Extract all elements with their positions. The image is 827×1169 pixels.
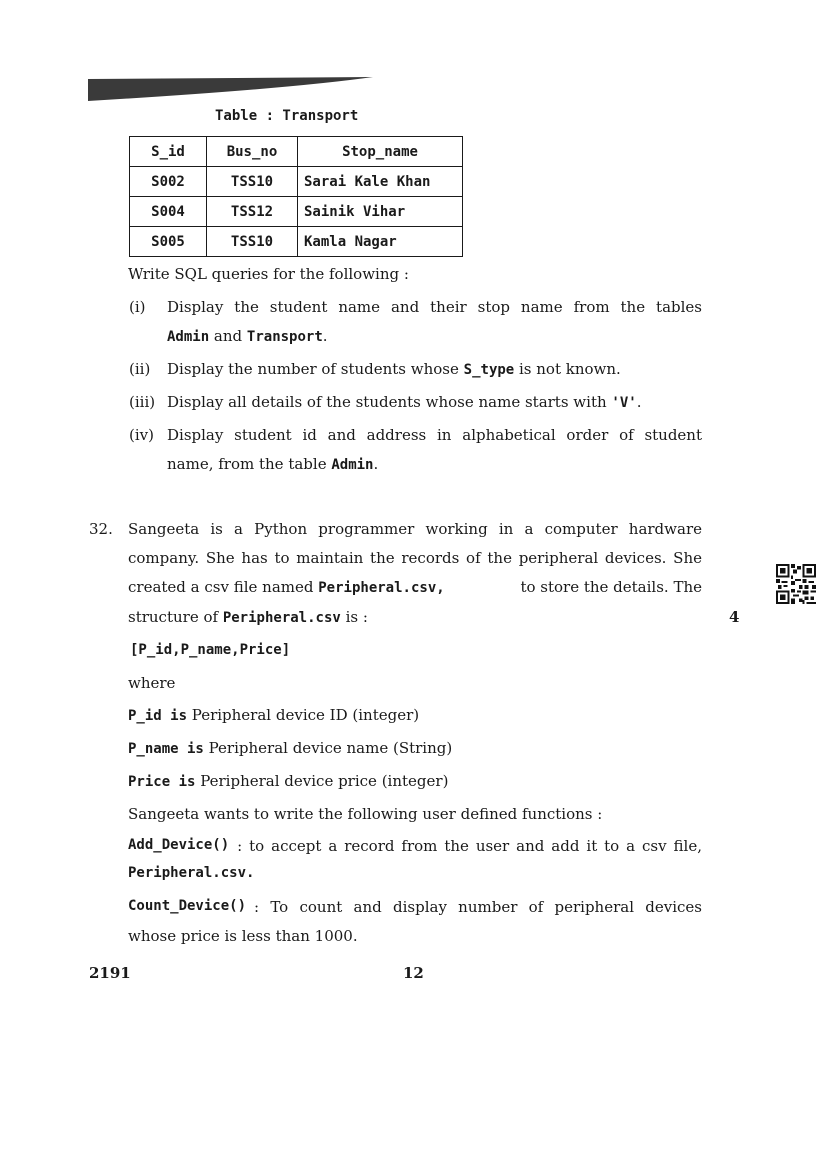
functions-intro: Sangeeta wants to write the following user defined functions : <box>128 805 603 823</box>
text: . <box>373 455 379 473</box>
field-p-id <box>128 706 419 724</box>
code-field: P_id is <box>128 708 188 724</box>
table-title: Table : Transport <box>215 108 359 124</box>
table-cell: TSS10 <box>207 227 298 257</box>
subquestion-iv-line1: Display student id and address in alphabetical order of student <box>167 426 702 444</box>
count-device-line <box>128 898 702 916</box>
table-cell: S005 <box>130 227 207 257</box>
count-device-line2: whose price is less than 1000. <box>128 927 358 945</box>
add-device-line <box>128 837 702 855</box>
subquestion-label: (iii) <box>129 393 156 411</box>
table-cell: Sarai Kale Khan <box>298 167 463 197</box>
subquestion-i-line2 <box>167 327 328 345</box>
q32-line4 <box>128 608 368 626</box>
code-function: Count_Device() <box>128 898 247 914</box>
table-row <box>130 197 463 227</box>
q32-line1: Sangeeta is a Python programmer working in a computer hardware <box>128 520 702 538</box>
code-function: Add_Device() <box>128 837 230 853</box>
subquestion-iv-line2 <box>167 455 378 473</box>
header-swoosh <box>88 77 373 101</box>
question-intro: Write SQL queries for the following : <box>128 265 409 283</box>
table-cell: Sainik Vihar <box>298 197 463 227</box>
footer-code: 2191 <box>89 964 131 982</box>
subquestion-label: (iv) <box>129 426 154 444</box>
text: : to accept a record from the user and add it to a csv file, <box>237 837 702 855</box>
text: name, from the table <box>167 455 332 473</box>
code-field: P_name is <box>128 741 204 757</box>
text: Display the number of students whose <box>167 360 464 378</box>
code-filename: Peripheral.csv <box>222 610 341 626</box>
column-header: Stop_name <box>298 137 463 167</box>
text: and <box>209 327 247 345</box>
column-header: S_id <box>130 137 207 167</box>
text: is : <box>340 608 368 626</box>
code-s-type: S_type <box>463 362 515 378</box>
text: Peripheral device name (String) <box>203 739 453 757</box>
subquestion-label: (i) <box>129 298 146 316</box>
text: Peripheral device ID (integer) <box>187 706 420 724</box>
code-v: 'V' <box>611 395 637 411</box>
code-transport: Transport <box>246 329 323 345</box>
table-cell: S002 <box>130 167 207 197</box>
question-number: 32. <box>89 520 113 538</box>
qr-code-icon <box>776 564 816 604</box>
table-row <box>130 167 463 197</box>
page-number: 12 <box>403 964 424 982</box>
add-device-file: Peripheral.csv. <box>128 865 255 881</box>
transport-table <box>129 136 463 257</box>
subquestion-ii <box>167 360 621 378</box>
table-cell: S004 <box>130 197 207 227</box>
text: to store the details. The <box>520 578 702 596</box>
code-admin: Admin <box>167 329 210 345</box>
text: created a csv file named <box>128 578 319 596</box>
code-filename: Peripheral.csv, <box>318 580 445 596</box>
text: is not known. <box>514 360 621 378</box>
q32-line2: company. She has to maintain the records of the peripheral devices. She <box>128 549 702 567</box>
csv-structure: [P_id,P_name,Price] <box>130 642 291 658</box>
text: : To count and display number of peripheral devices <box>254 898 702 916</box>
text: Display all details of the students whose name starts with <box>167 393 612 411</box>
code-admin: Admin <box>331 457 374 473</box>
text: . <box>636 393 642 411</box>
text: Peripheral device price (integer) <box>195 772 449 790</box>
where-label: where <box>128 674 176 692</box>
field-price <box>128 772 448 790</box>
table-cell: Kamla Nagar <box>298 227 463 257</box>
marks: 4 <box>729 608 740 626</box>
subquestion-iii <box>167 393 641 411</box>
field-p-name <box>128 739 452 757</box>
table-header-row <box>130 137 463 167</box>
table-row <box>130 227 463 257</box>
table-cell: TSS12 <box>207 197 298 227</box>
code-field: Price is <box>128 774 196 790</box>
subquestion-i-line1: Display the student name and their stop name from the tables <box>167 298 702 316</box>
column-header: Bus_no <box>207 137 298 167</box>
text: . <box>322 327 328 345</box>
text <box>128 578 445 596</box>
subquestion-label: (ii) <box>129 360 151 378</box>
table-cell: TSS10 <box>207 167 298 197</box>
q32-line3 <box>128 578 702 596</box>
text: structure of <box>128 608 223 626</box>
